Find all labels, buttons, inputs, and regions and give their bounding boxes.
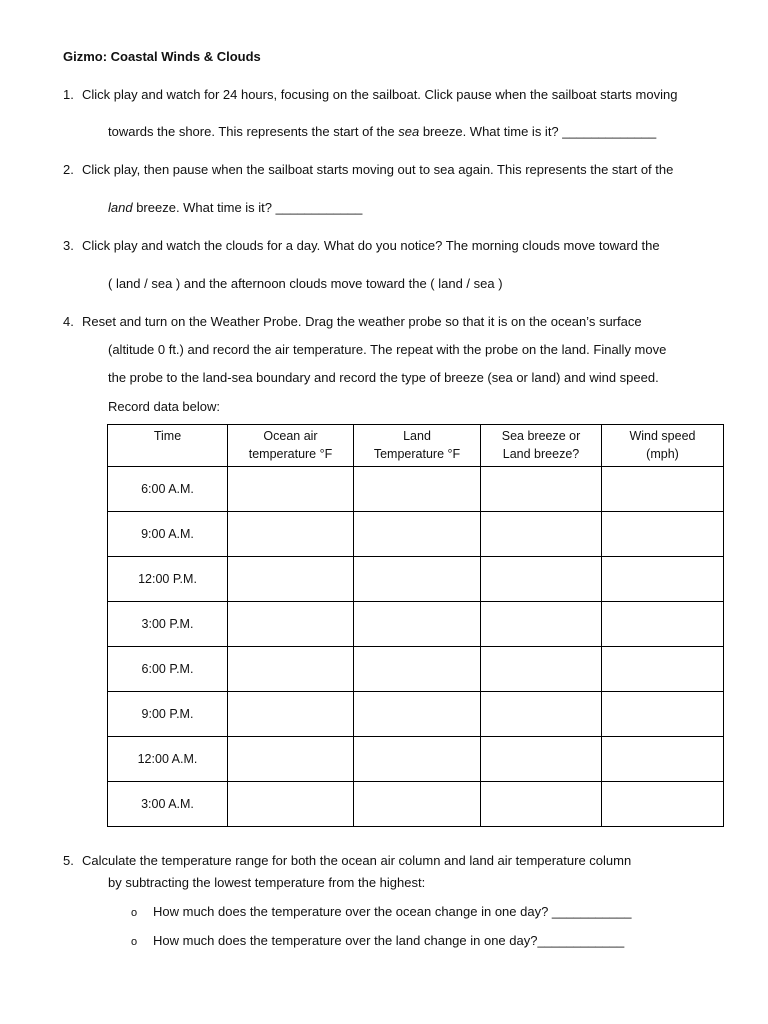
bullet-2-text: How much does the temperature over the land change in one day?____________ [153,933,625,948]
breeze-cell[interactable] [481,647,602,692]
question-4-text: Reset and turn on the Weather Probe. Drag the weather probe so that it is on the ocean’s surface [82,314,642,329]
question-2-line-2 [108,200,362,216]
table-row [108,467,724,512]
table-row [108,602,724,647]
bullet-marker: o [131,907,138,919]
wind-speed-cell[interactable] [602,512,724,557]
question-5-bullet-1 [131,904,631,921]
wind-speed-cell[interactable] [602,692,724,737]
question-3-text: Click play and watch the clouds for a day. What do you notice? The morning clouds move toward the [82,238,660,253]
land-temp-cell[interactable] [354,602,481,647]
wind-speed-cell[interactable] [602,557,724,602]
question-4-line-4: Record data below: [108,399,221,414]
breeze-cell[interactable] [481,557,602,602]
worksheet-title: Gizmo: Coastal Winds & Clouds [63,49,261,64]
ocean-temp-cell[interactable] [228,647,354,692]
land-temp-cell[interactable] [354,467,481,512]
breeze-cell[interactable] [481,782,602,827]
header-ocean-air-temperature: Ocean air temperature °F [228,425,354,467]
ocean-temp-cell[interactable] [228,467,354,512]
table-row [108,512,724,557]
time-cell: 6:00 A.M. [108,467,228,512]
question-2-italic-word: land [108,200,133,215]
record-data-table [107,424,724,827]
question-5-number: 5. [63,853,74,868]
wind-speed-cell[interactable] [602,737,724,782]
ocean-temp-cell[interactable] [228,602,354,647]
header-breeze-type: Sea breeze or Land breeze? [481,425,602,467]
time-cell: 3:00 P.M. [108,602,228,647]
ocean-temp-cell[interactable] [228,692,354,737]
land-temp-cell[interactable] [354,647,481,692]
ocean-temp-cell[interactable] [228,512,354,557]
time-cell: 9:00 P.M. [108,692,228,737]
table-row [108,647,724,692]
question-4-number: 4. [63,314,74,329]
question-2-text-b: breeze. What time is it? ____________ [132,200,363,215]
header-land-temperature: Land Temperature °F [354,425,481,467]
breeze-cell[interactable] [481,737,602,782]
question-5-line-2: by subtracting the lowest temperature from the highest: [108,875,426,890]
table-row [108,692,724,737]
wind-speed-cell[interactable] [602,467,724,512]
question-4-line-1 [63,314,642,330]
table-header-row [108,425,724,467]
land-temp-cell[interactable] [354,782,481,827]
land-temp-cell[interactable] [354,512,481,557]
ocean-temp-cell[interactable] [228,737,354,782]
ocean-temp-cell[interactable] [228,782,354,827]
land-temp-cell[interactable] [354,557,481,602]
wind-speed-cell[interactable] [602,782,724,827]
table-row [108,737,724,782]
question-1-italic-word: sea [398,124,420,139]
question-5-bullet-2 [131,933,624,950]
table-row [108,782,724,827]
question-2-text: Click play, then pause when the sailboat starts moving out to sea again. This represents the start of the [82,162,674,177]
time-cell: 3:00 A.M. [108,782,228,827]
header-time: Time [108,425,228,467]
question-1-text: Click play and watch for 24 hours, focusing on the sailboat. Click pause when the sailboat starts moving [82,87,678,102]
question-3-number: 3. [63,238,74,253]
time-cell: 6:00 P.M. [108,647,228,692]
question-1-text-a: towards the shore. This represents the start of the [108,124,399,139]
question-5-line-1 [63,853,631,869]
breeze-cell[interactable] [481,467,602,512]
table-row [108,557,724,602]
question-1-line-2 [108,124,656,140]
question-4-line-3: the probe to the land-sea boundary and record the type of breeze (sea or land) and wind speed. [108,370,659,385]
time-cell: 12:00 P.M. [108,557,228,602]
land-temp-cell[interactable] [354,737,481,782]
question-1-text-b: breeze. What time is it? _____________ [419,124,657,139]
wind-speed-cell[interactable] [602,647,724,692]
question-5-text: Calculate the temperature range for both the ocean air column and land air temperature column [82,853,632,868]
bullet-1-text: How much does the temperature over the ocean change in one day? ___________ [153,904,632,919]
header-wind-speed: Wind speed (mph) [602,425,724,467]
time-cell: 9:00 A.M. [108,512,228,557]
breeze-cell[interactable] [481,602,602,647]
breeze-cell[interactable] [481,692,602,737]
question-1-number: 1. [63,87,74,102]
question-1-line-1 [63,87,677,103]
wind-speed-cell[interactable] [602,602,724,647]
question-3-line-1 [63,238,660,254]
bullet-marker: o [131,936,138,948]
question-3-line-2: ( land / sea ) and the afternoon clouds move toward the ( land / sea ) [108,276,503,291]
question-4-line-2: (altitude 0 ft.) and record the air temperature. The repeat with the probe on the land. Finally move [108,342,667,357]
breeze-cell[interactable] [481,512,602,557]
question-2-number: 2. [63,162,74,177]
question-2-line-1 [63,162,673,178]
land-temp-cell[interactable] [354,692,481,737]
time-cell: 12:00 A.M. [108,737,228,782]
ocean-temp-cell[interactable] [228,557,354,602]
